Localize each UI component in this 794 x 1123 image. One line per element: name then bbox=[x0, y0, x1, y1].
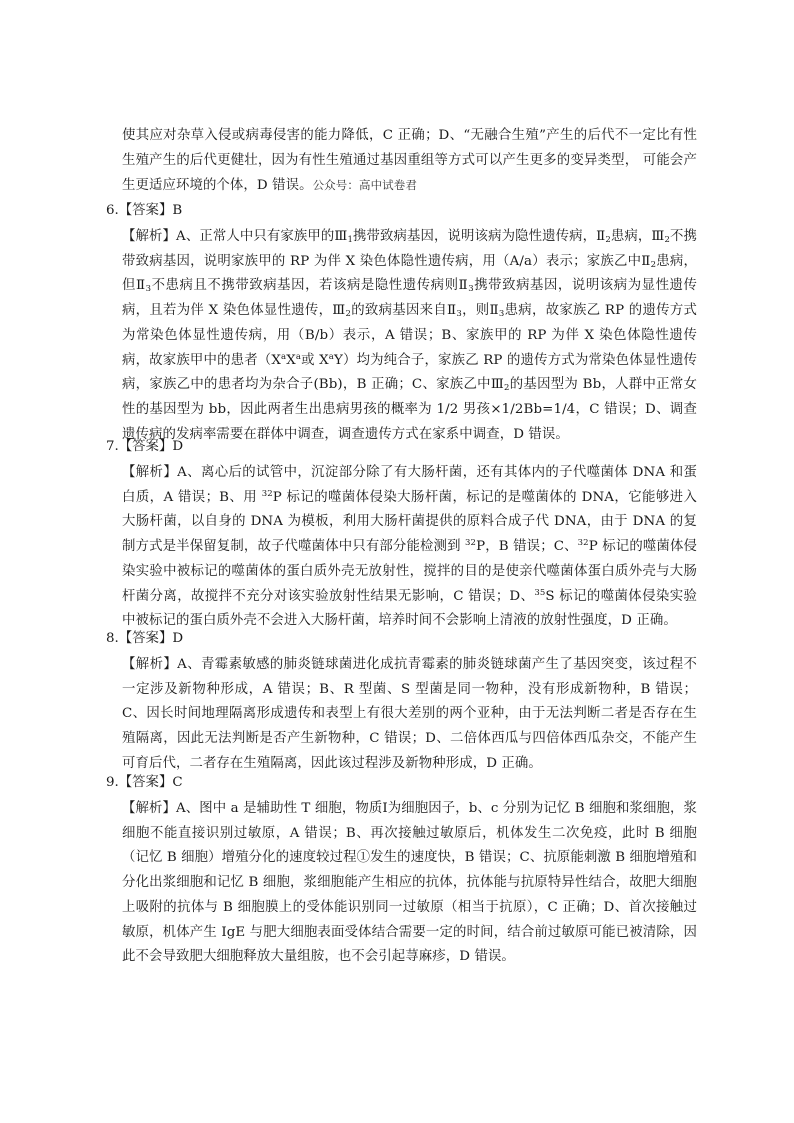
question-6-explanation: 【解析】A、正常人中只有家族甲的$Ⅲ_1$携带致病基因，说明该病为隐性遗传病，$Ⅱ_2$患病，$Ⅲ_2$不携带致病基因，说明家族甲的 RP 为伴 X 染色体隐性遗传病，用（A/a）表示；家族乙中$Ⅱ_2$患病，但$Ⅱ_3$不患病且不携带致病基因，若该病是隐性遗传病则$Ⅱ_3$携带致病基因，说明该病为显性遗传病，且若为伴 X 染色体显性遗传，$Ⅲ_2$的致病基因来自$Ⅱ_3$，则$Ⅱ_3$患病，故家族乙 RP 的遗传方式为常染色体显性遗传病，用（B/b）表示，A 错误；B、家族甲的 RP 为伴 X 染色体隐性遗传病，故家族甲中的患者（$X^aX^a$或 $X^aY$）均为纯合子，家族乙 RP 的遗传方式为常染色体显性遗传病，家族乙中的患者均为杂合子(Bb)，B 正确；C、家族乙中$Ⅲ_2$的基因型为 Bb，人群中正常女性的基因型为 bb，因此两者生出患病男孩的概率为 1/2 男孩×1/2Bb=1/4，C 错误；D、调查遗传病的发病率需要在群体中调查，调查遗传方式在家系中调查，D 错误。 bbox=[122, 229, 698, 442]
answer-label: 【答案】B bbox=[118, 203, 183, 218]
question-number: 8. bbox=[106, 631, 119, 646]
watermark-note: 公众号：高中试卷君 bbox=[312, 178, 417, 193]
question-number: 6. bbox=[106, 203, 119, 218]
question-number: 7. bbox=[106, 439, 119, 454]
question-number: 9. bbox=[106, 775, 119, 790]
answer-label: 【答案】D bbox=[118, 439, 184, 454]
answer-label: 【答案】D bbox=[118, 631, 184, 646]
question-7-explanation: 【解析】A、离心后的试管中，沉淀部分除了有大肠杆菌，还有其体内的子代噬菌体 DNA 和蛋白质，A 错误；B、用 $^{32}$P 标记的噬菌体侵染大肠杆菌，标记的是噬菌体的 DNA，它能够进入大肠杆菌，以自身的 DNA 为模板，利用大肠杆菌提供的原料合成子代 DNA，由于 DNA 的复制方式是半保留复制，故子代噬菌体中只有部分能检测到 $^{32}$P，B 错误；C、$^{32}$P 标记的噬菌体侵染实验中被标记的噬菌体的蛋白质外壳无放射性，搅拌的目的是使亲代噬菌体蛋白质外壳与大肠杆菌分离，故搅拌不充分对该实验放射性结果无影响，C 错误；D、$^{35}$S 标记的噬菌体侵染实验中被标记的蛋白质外壳不会进入大肠杆菌，培养时间不会影响上清液的放射性强度，D 正确。 bbox=[122, 465, 697, 629]
question-8-header bbox=[106, 627, 183, 651]
question-9-explanation: 【解析】A、图中 a 是辅助性 T 细胞，物质Ⅰ为细胞因子，b、c 分别为记忆 B 细胞和浆细胞，浆细胞不能直接识别过敏原，A 错误；B、再次接触过敏原后，机体发生二次免疫，此时 B 细胞（记忆 B 细胞）增殖分化的速度较过程①发生的速度快，B 错误；C、抗原能刺激 B 细胞增殖和分化出浆细胞和记忆 B 细胞，浆细胞能产生相应的抗体，抗体能与抗原特异性结合，故肥大细胞上吸附的抗体与 B 细胞膜上的受体能识别同一过敏原（相当于抗原），C 正确；D、首次接触过敏原，机体产生 IgE 与肥大细胞表面受体结合需要一定的时间，结合前过敏原可能已被清除，因此不会导致肥大细胞释放大量组胺，也不会引起荨麻疹，D 错误。 bbox=[122, 801, 697, 965]
continuation-text: 使其应对杂草入侵或病毒侵害的能力降低，C 正确；D、“无融合生殖”产生的后代不一定比有性生殖产生的后代更健壮，因为有性生殖通过基因重组等方式可以产生更多的变异类型， 可能会产生更适应环境的个体，D 错误。 bbox=[122, 128, 697, 194]
question-9-header bbox=[106, 771, 183, 795]
answer-label: 【答案】C bbox=[118, 775, 183, 790]
question-8-explanation: 【解析】A、青霉素敏感的肺炎链球菌进化成抗青霉素的肺炎链球菌产生了基因突变，该过程不一定涉及新物种形成，A 错误；B、R 型菌、S 型菌是同一物种，没有形成新物种，B 错误；C、因长时间地理隔离形成遗传和表型上有很大差别的两个亚种，由于无法判断二者是否存在生殖隔离，因此无法判断是否产生新物种，C 错误；D、二倍体西瓜与四倍体西瓜杂交，不能产生可育后代，二者存在生殖隔离，因此该过程涉及新物种形成，D 正确。 bbox=[122, 657, 697, 771]
question-7-header bbox=[106, 435, 183, 459]
continuation-paragraph bbox=[122, 124, 697, 199]
question-6-header bbox=[106, 199, 182, 223]
